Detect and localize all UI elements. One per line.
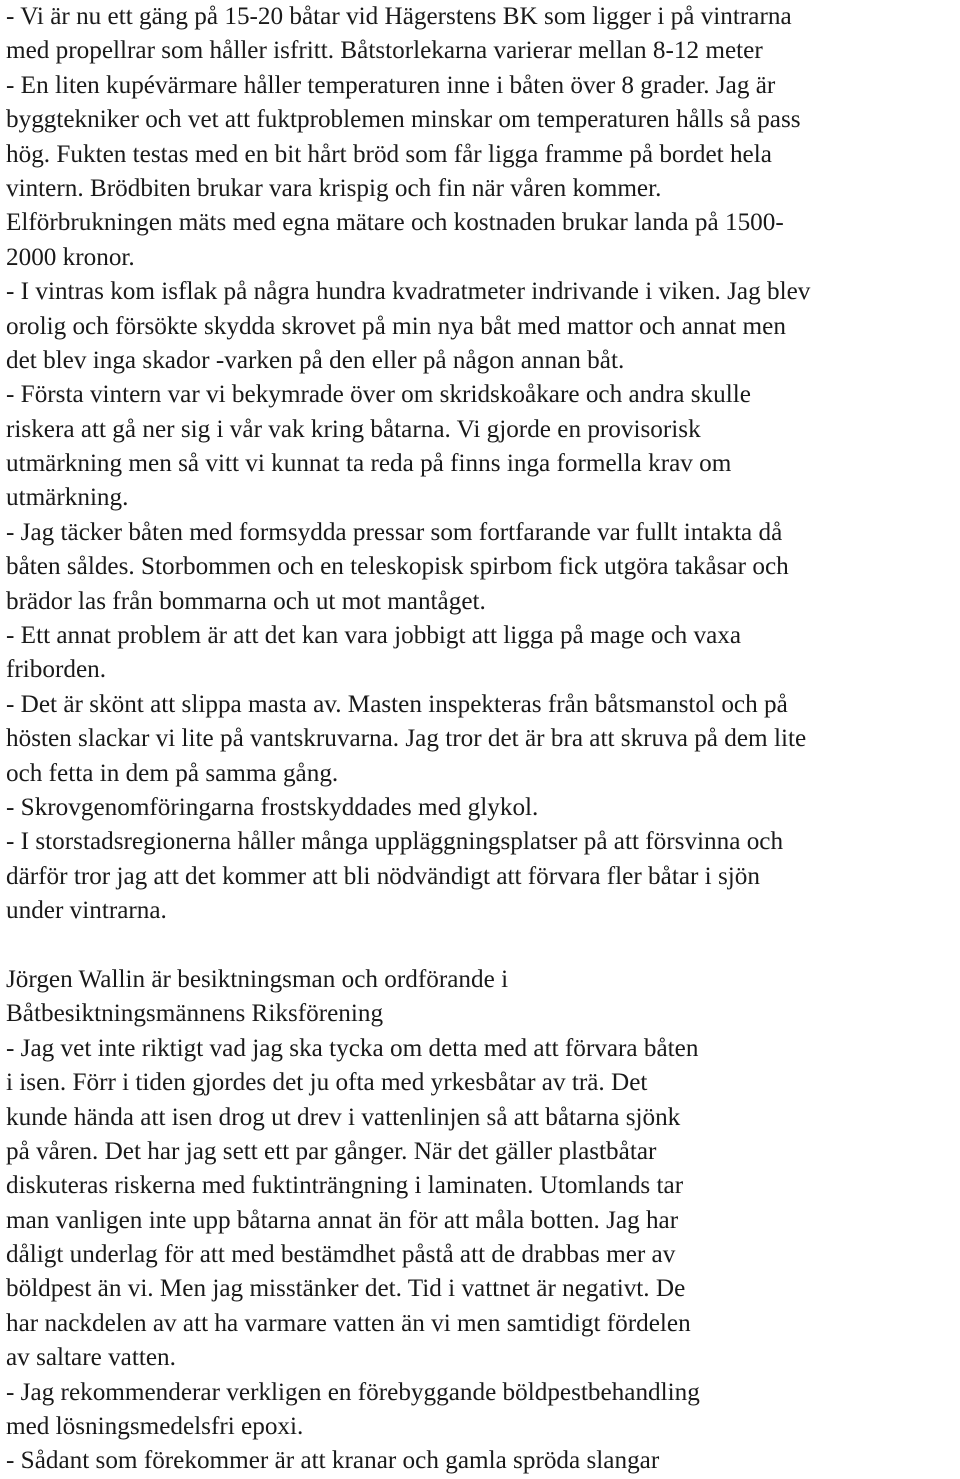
text-line: byggtekniker och vet att fuktproblemen minskar om temperaturen hålls så pass: [6, 106, 801, 134]
text-line: 2000 kronor.: [6, 243, 135, 271]
paragraph-gap: [6, 929, 958, 963]
text-line: - Jag rekommenderar verkligen en förebyggande böldpestbehandling: [6, 1378, 700, 1406]
text-line: med lösningsmedelsfri epoxi.: [6, 1413, 304, 1441]
text-line: friborden.: [6, 656, 107, 684]
text-line: man vanligen inte upp båtarna annat än för att måla botten. Jag har: [6, 1206, 679, 1234]
section-two: [6, 963, 958, 1479]
text-line: därför tror jag att det kommer att bli nödvändigt att förvara fler båtar i sjön: [6, 862, 760, 890]
text-line: i isen. Förr i tiden gjordes det ju ofta med yrkesbåtar av trä. Det: [6, 1069, 648, 1097]
text-line: Jörgen Wallin är besiktningsman och ordförande i: [6, 965, 509, 993]
text-line: med propellrar som håller isfritt. Båtstorlekarna varierar mellan 8-12 meter: [6, 37, 763, 65]
text-line: - En liten kupévärmare håller temperaturen inne i båten över 8 grader. Jag är: [6, 71, 776, 99]
text-line: - Ett annat problem är att det kan vara jobbigt att ligga på mage och vaxa: [6, 622, 742, 650]
text-line: böldpest än vi. Men jag misstänker det. Tid i vattnet är negativt. De: [6, 1275, 686, 1303]
text-line: under vintrarna.: [6, 897, 167, 925]
text-line: av saltare vatten.: [6, 1344, 176, 1372]
text-line: - Jag täcker båten med formsydda pressar som fortfarande var fullt intakta då: [6, 518, 783, 546]
text-line: utmärkning men så vitt vi kunnat ta reda på finns inga formella krav om: [6, 450, 732, 478]
text-line: Båtbesiktningsmännens Riksförening: [6, 1000, 384, 1028]
text-line: - I vintras kom isflak på några hundra kvadratmeter indrivande i viken. Jag blev: [6, 278, 811, 306]
text-line: - I storstadsregionerna håller många uppläggningsplatser på att försvinna och: [6, 828, 784, 856]
text-line: - Sådant som förekommer är att kranar och gamla spröda slangar: [6, 1447, 660, 1475]
text-line: - Jag vet inte riktigt vad jag ska tycka om detta med att förvara båten: [6, 1034, 699, 1062]
section-one: [6, 0, 958, 929]
document-page: [6, 0, 958, 1479]
text-line: brädor las från bommarna och ut mot mantåget.: [6, 587, 486, 615]
text-line: - Skrovgenomföringarna frostskyddades med glykol.: [6, 793, 539, 821]
text-line: - Första vintern var vi bekymrade över om skridskoåkare och andra skulle: [6, 381, 751, 409]
text-line: har nackdelen av att ha varmare vatten än vi men samtidigt fördelen: [6, 1309, 691, 1337]
text-line: riskera att gå ner sig i vår vak kring båtarna. Vi gjorde en provisorisk: [6, 415, 701, 443]
text-line: kunde hända att isen drog ut drev i vattenlinjen så att båtarna sjönk: [6, 1103, 681, 1131]
text-line: dåligt underlag för att med bestämdhet påstå att de drabbas mer av: [6, 1241, 676, 1269]
text-line: och fetta in dem på samma gång.: [6, 759, 339, 787]
text-line: hög. Fukten testas med en bit hårt bröd som får ligga framme på bordet hela: [6, 140, 772, 168]
text-line: diskuteras riskerna med fuktinträngning i laminaten. Utomlands tar: [6, 1172, 684, 1200]
text-line: - Vi är nu ett gäng på 15-20 båtar vid Hägerstens BK som ligger i på vintrarna: [6, 3, 792, 30]
text-line: utmärkning.: [6, 484, 129, 512]
text-line: - Det är skönt att slippa masta av. Masten inspekteras från båtsmanstol och på: [6, 690, 788, 718]
text-line: det blev inga skador -varken på den eller på någon annan båt.: [6, 346, 625, 374]
text-line: vintern. Brödbiten brukar vara krispig och fin när våren kommer.: [6, 174, 662, 202]
text-line: på våren. Det har jag sett ett par gånger. När det gäller plastbåtar: [6, 1137, 657, 1165]
text-line: Elförbrukningen mäts med egna mätare och kostnaden brukar landa på 1500-: [6, 209, 784, 237]
text-line: båten såldes. Storbommen och en teleskopisk spirbom fick utgöra takåsar och: [6, 553, 789, 581]
text-line: hösten slackar vi lite på vantskruvarna. Jag tror det är bra att skruva på dem lite: [6, 725, 807, 753]
text-line: orolig och försökte skydda skrovet på min nya båt med mattor och annat men: [6, 312, 786, 340]
